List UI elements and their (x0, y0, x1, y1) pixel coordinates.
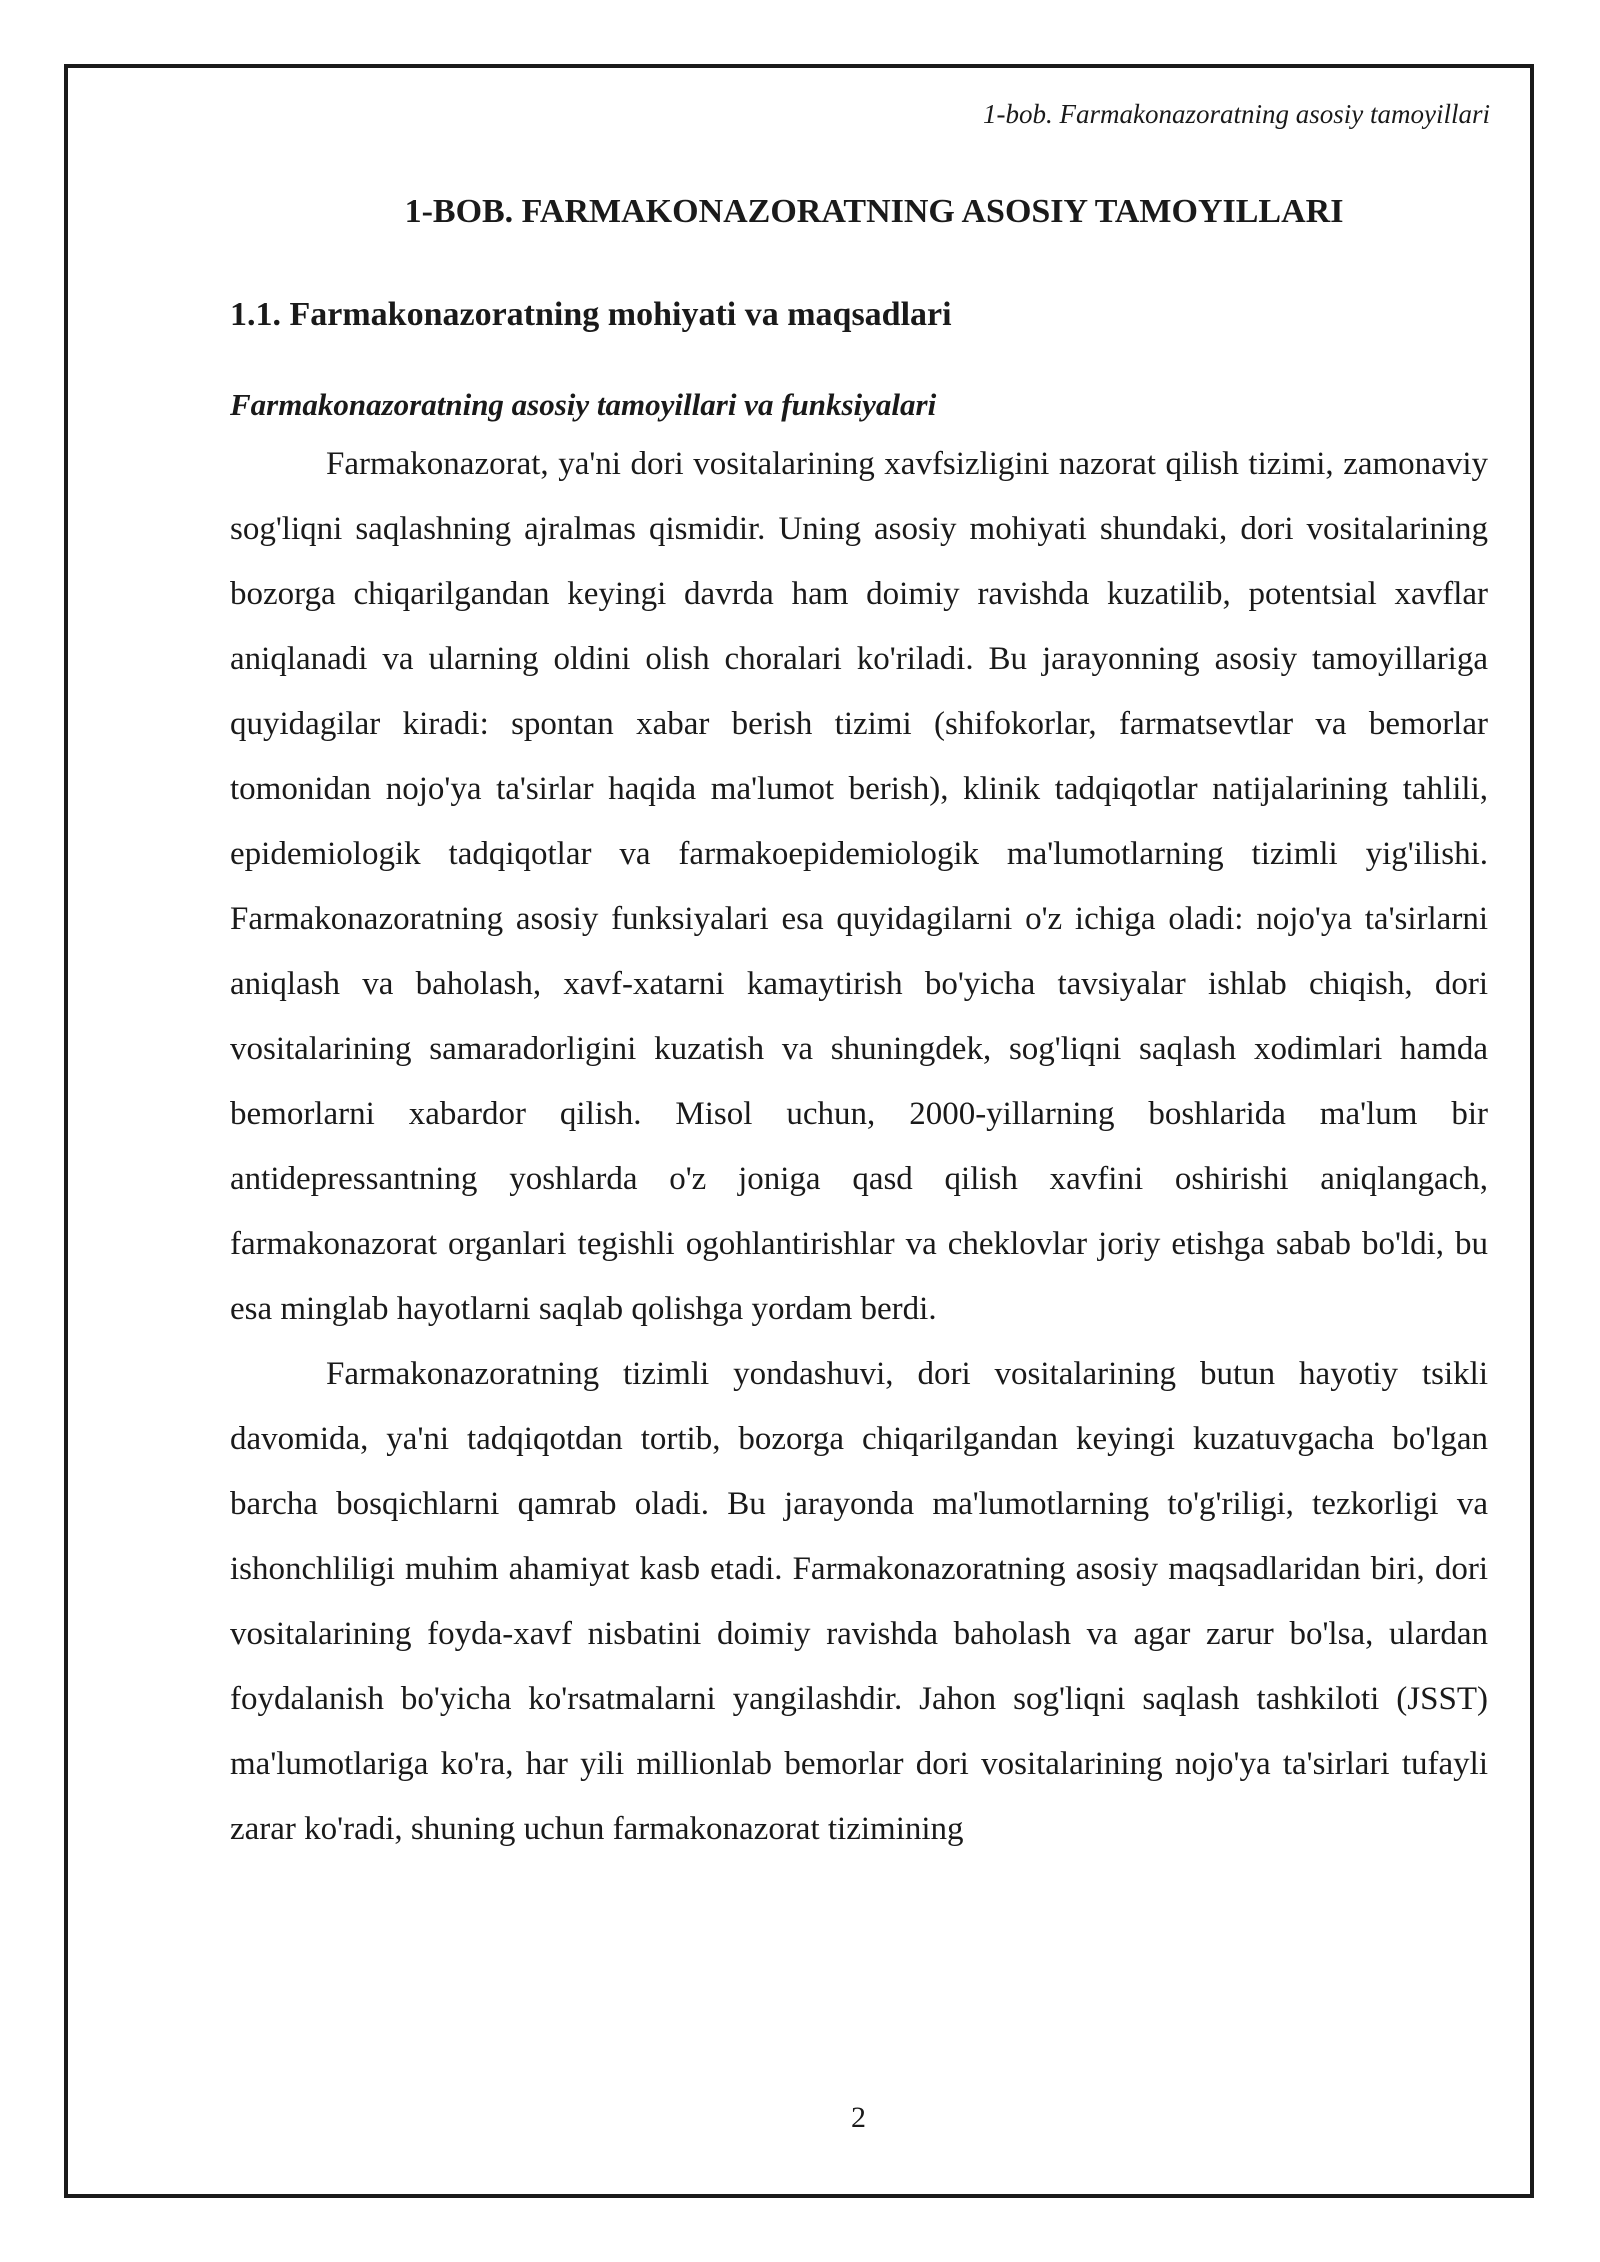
section-title: 1.1. Farmakonazoratning mohiyati va maqsadlari (230, 296, 952, 333)
page-number: 2 (851, 2101, 866, 2134)
chapter-title: 1-BOB. FARMAKONAZORATNING ASOSIY TAMOYILLARI (404, 193, 1344, 230)
page-content (230, 184, 1488, 1862)
body-paragraph: Farmakonazoratning tizimli yondashuvi, dori vositalarining butun hayotiy tsikli davomida, ya'ni tadqiqotdan tortib, bozorga chiqarilgandan keyingi kuzatuvgacha bo'lgan barcha bosqichlarni qamrab oladi. Bu jarayonda ma'lumotlarning to'g'riligi, tezkorligi va ishonchliligi muhim ahamiyat kasb etadi. Farmakonazoratning asosiy maqsadlaridan biri, dori vositalarining foyda-xavf nisbatini doimiy ravishda baholash va agar zarur bo'lsa, ulardan foydalanish bo'yicha ko'rsatmalarni yangilashdir. Jahon sog'liqni saqlash tashkiloti (JSST) ma'lumotlariga ko'ra, har yili millionlab bemorlar dori vositalarining nojo'ya ta'sirlari tufayli zarar ko'radi, shuning uchun farmakonazorat tizimining (230, 1356, 1488, 1847)
running-header: 1-bob. Farmakonazoratning asosiy tamoyillari (983, 99, 1490, 129)
subsection-title: Farmakonazoratning asosiy tamoyillari va funksiyalari (230, 387, 937, 422)
body-paragraph: Farmakonazorat, ya'ni dori vositalarining xavfsizligini nazorat qilish tizimi, zamonaviy sog'liqni saqlashning ajralmas qismidir. Uning asosiy mohiyati shundaki, dori vositalarining bozorga chiqarilgandan keyingi davrda ham doimiy ravishda kuzatilib, potentsial xavflar aniqlanadi va ularning oldini olish choralari ko'riladi. Bu jarayonning asosiy tamoyillariga quyidagilar kiradi: spontan xabar berish tizimi (shifokorlar, farmatsevtlar va bemorlar tomonidan nojo'ya ta'sirlar haqida ma'lumot berish), klinik tadqiqotlar natijalarining tahlili, epidemiologik tadqiqotlar va farmakoepidemiologik ma'lumotlarning tizimli yig'ilishi. Farmakonazoratning asosiy funksiyalari esa quyidagilarni o'z ichiga oladi: nojo'ya ta'sirlarni aniqlash va baholash, xavf-xatarni kamaytirish bo'yicha tavsiyalar ishlab chiqish, dori vositalarining samaradorligini kuzatish va shuningdek, sog'liqni saqlash xodimlari hamda bemorlarni xabardor qilish. Misol uchun, 2000-yillarning boshlarida ma'lum bir antidepressantning yoshlarda o'z joniga qasd qilish xavfini oshirishi aniqlangach, farmakonazorat organlari tegishli ogohlantirishlar va cheklovlar joriy etishga sabab bo'ldi, bu esa minglab hayotlarni saqlab qolishga yordam berdi. (230, 446, 1488, 1327)
